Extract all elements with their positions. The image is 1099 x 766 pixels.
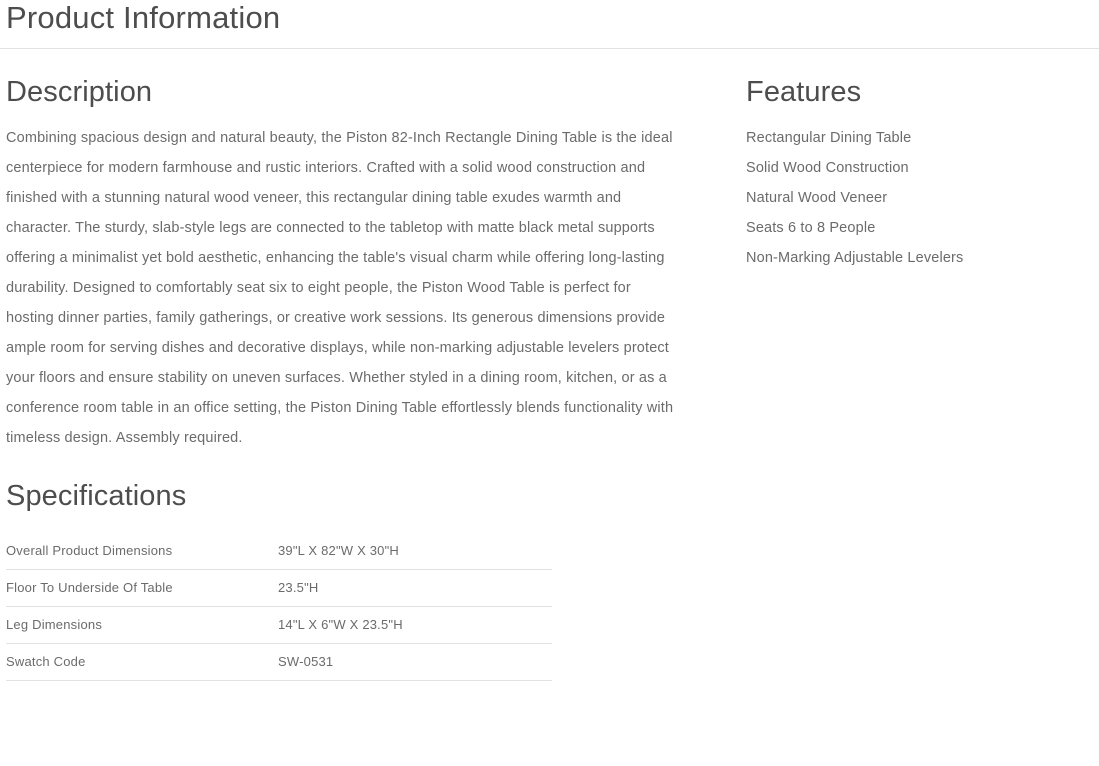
table-row [6, 644, 552, 681]
features-heading: Features [746, 76, 862, 108]
description-column [0, 49, 700, 681]
list-item: Seats 6 to 8 People [746, 220, 876, 236]
page-title: Product Information [6, 0, 281, 35]
spec-label: Leg Dimensions [6, 617, 103, 632]
spec-label: Overall Product Dimensions [6, 543, 173, 558]
specifications-table [6, 533, 552, 681]
spec-label: Swatch Code [6, 654, 86, 669]
features-list [746, 123, 1099, 273]
spec-value: 39"L X 82"W X 30"H [278, 543, 400, 558]
description-heading: Description [6, 76, 153, 108]
features-column [700, 49, 1099, 681]
description-body: Combining spacious design and natural beauty, the Piston 82-Inch Rectangle Dining Table is the ideal centerpiece for modern farmhouse and rustic interiors. Crafted with a solid wood construction and finished with a stunning natural wood veneer, this rectangular dining table exudes warmth and character. The sturdy, slab-style legs are connected to the tabletop with matte black metal supports offering a minimalist yet bold aesthetic, enhancing the table's visual charm while offering long-lasting durability. Designed to comfortably seat six to eight people, the Piston Wood Table is perfect for hosting dinner parties, family gatherings, or creative work sessions. Its generous dimensions provide ample room for serving dishes and decorative displays, while non-marking adjustable levelers protect your floors and ensure stability on uneven surfaces. Whether styled in a dining room, kitchen, or as a conference room table in an office setting, the Piston Dining Table effortlessly blends functionality with timeless design. Assembly required. [6, 130, 674, 446]
table-row [6, 607, 552, 644]
spec-value: SW-0531 [278, 654, 334, 669]
spec-value: 23.5"H [278, 580, 319, 595]
specifications-heading: Specifications [6, 480, 187, 512]
list-item: Rectangular Dining Table [746, 130, 912, 146]
spec-value: 14"L X 6"W X 23.5"H [278, 617, 403, 632]
table-row [6, 533, 552, 570]
spec-label: Floor To Underside Of Table [6, 580, 173, 595]
content-columns [0, 49, 1099, 681]
list-item: Solid Wood Construction [746, 160, 909, 176]
list-item: Non-Marking Adjustable Levelers [746, 250, 964, 266]
table-row [6, 570, 552, 607]
list-item: Natural Wood Veneer [746, 190, 888, 206]
